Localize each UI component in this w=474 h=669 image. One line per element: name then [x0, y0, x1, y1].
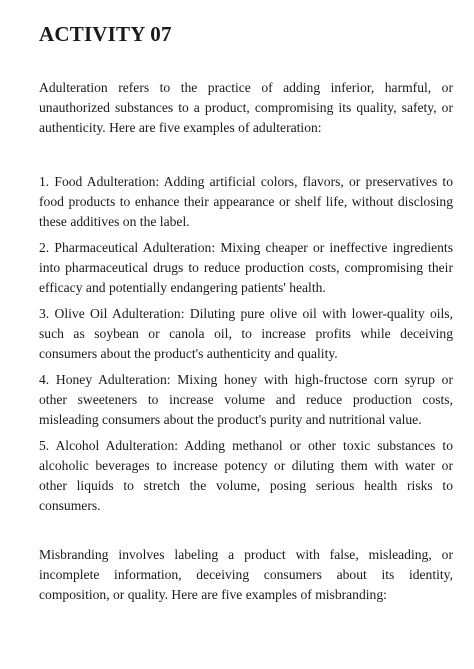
misbranding-paragraph: Misbranding involves labeling a product with false, misleading, or incomplete information, deceiving consumers about its identity, composition, or quality. Here are five examples of misbranding: [39, 547, 453, 602]
example-honey-adulteration: 4. Honey Adulteration: Mixing honey with high-fructose corn syrup or other sweeteners to increase volume and reduce production costs, misleading consumers about the product's purity and nutritional value. [39, 372, 453, 427]
example-pharmaceutical-adulteration: 2. Pharmaceutical Adulteration: Mixing cheaper or ineffective ingredients into pharmaceutical drugs to reduce production costs, compromising their efficacy and potentially endangering patients' health. [39, 240, 453, 295]
page-title: ACTIVITY 07 [39, 22, 172, 46]
example-olive-oil-adulteration: 3. Olive Oil Adulteration: Diluting pure olive oil with lower-quality oils, such as soybean or canola oil, to increase profits while deceiving consumers about the product's authenticity and quality. [39, 306, 453, 361]
intro-paragraph: Adulteration refers to the practice of adding inferior, harmful, or unauthorized substances to a product, compromising its quality, safety, or authenticity. Here are five examples of adulteration: [39, 80, 453, 135]
example-alcohol-adulteration: 5. Alcohol Adulteration: Adding methanol or other toxic substances to alcoholic beverages to increase potency or diluting them with water or other liquids to stretch the volume, posing serious health risks to consumers. [39, 438, 453, 513]
example-food-adulteration: 1. Food Adulteration: Adding artificial colors, flavors, or preservatives to food products to enhance their appearance or shelf life, without disclosing these additives on the label. [39, 174, 453, 229]
